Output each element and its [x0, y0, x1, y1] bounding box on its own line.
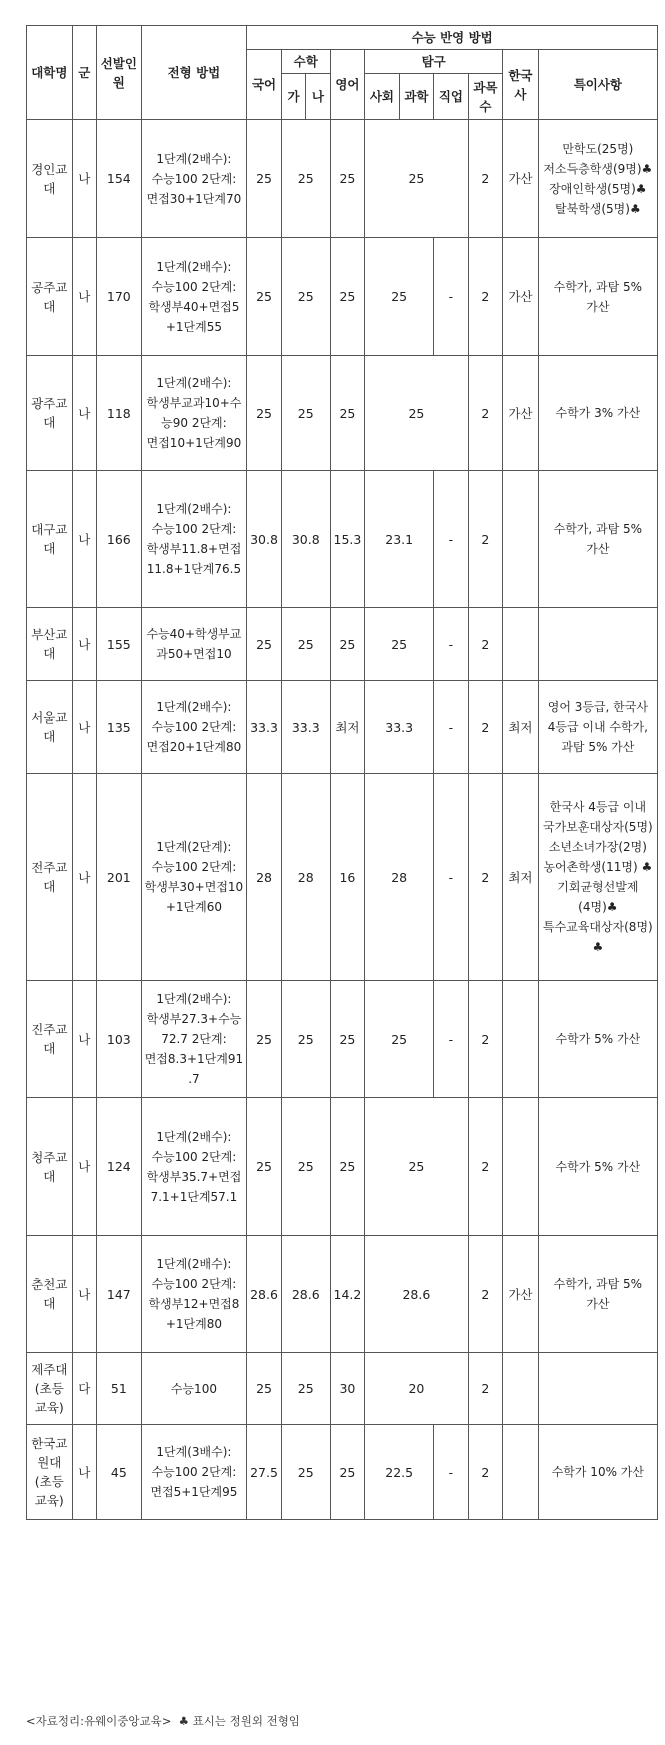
vocational-cell: - — [434, 681, 468, 774]
notes-cell: 수학가 5% 가산 — [538, 981, 657, 1098]
group-cell: 나 — [72, 238, 96, 356]
inquiry-cell: 28.6 — [365, 1236, 468, 1353]
group-cell: 다 — [72, 1353, 96, 1425]
method-cell: 수능100 — [141, 1353, 247, 1425]
group-cell: 나 — [72, 356, 96, 471]
group-cell: 나 — [72, 1098, 96, 1236]
vocational-cell: - — [434, 774, 468, 981]
quota-cell: 124 — [97, 1098, 142, 1236]
group-cell: 나 — [72, 1425, 96, 1520]
subjects-cell: 2 — [468, 1353, 502, 1425]
notes-cell: 만학도(25명)저소득층학생(9명)♣장애인학생(5명)♣ 탈북학생(5명)♣ — [538, 120, 657, 238]
history-cell: 최저 — [503, 681, 539, 774]
history-cell: 가산 — [503, 356, 539, 471]
inquiry-cell: 25 — [365, 120, 468, 238]
quota-cell: 170 — [97, 238, 142, 356]
subjects-cell: 2 — [468, 1098, 502, 1236]
notes-cell: 수학가 5% 가산 — [538, 1098, 657, 1236]
header-inquiry: 탐구 — [365, 50, 503, 74]
history-cell — [503, 1098, 539, 1236]
korean-cell: 28 — [247, 774, 281, 981]
header-math: 수학 — [281, 50, 330, 74]
subjects-cell: 2 — [468, 238, 502, 356]
method-cell: 1단계(2배수): 수능100 2단계:학생부12+면접8+1단계80 — [141, 1236, 247, 1353]
subjects-cell: 2 — [468, 681, 502, 774]
quota-cell: 154 — [97, 120, 142, 238]
vocational-cell: - — [434, 1425, 468, 1520]
header-science: 과학 — [399, 74, 433, 120]
group-cell: 나 — [72, 1236, 96, 1353]
quota-cell: 166 — [97, 471, 142, 608]
header-korean: 국어 — [247, 50, 281, 120]
header-group: 군 — [72, 26, 96, 120]
group-cell: 나 — [72, 120, 96, 238]
subjects-cell: 2 — [468, 120, 502, 238]
univ-cell: 대구교대 — [27, 471, 73, 608]
univ-cell: 공주교대 — [27, 238, 73, 356]
subjects-cell: 2 — [468, 356, 502, 471]
english-cell: 25 — [330, 1098, 364, 1236]
group-cell: 나 — [72, 681, 96, 774]
english-cell: 30 — [330, 1353, 364, 1425]
math-cell: 28.6 — [281, 1236, 330, 1353]
table-row — [27, 774, 658, 981]
subjects-cell: 2 — [468, 471, 502, 608]
english-cell: 25 — [330, 981, 364, 1098]
inquiry-social-science-cell: 25 — [365, 238, 434, 356]
univ-cell: 청주교대 — [27, 1098, 73, 1236]
math-cell: 25 — [281, 356, 330, 471]
english-cell: 25 — [330, 238, 364, 356]
history-cell: 가산 — [503, 1236, 539, 1353]
header-math-na: 나 — [306, 74, 330, 120]
math-cell: 25 — [281, 608, 330, 681]
header-vocational: 직업 — [434, 74, 468, 120]
method-cell: 1단계(3배수): 수능100 2단계:면접5+1단계95 — [141, 1425, 247, 1520]
method-cell: 1단계(2배수): 수능100 2단계:학생부35.7+면접7.1+1단계57.1 — [141, 1098, 247, 1236]
subjects-cell: 2 — [468, 981, 502, 1098]
header-social: 사회 — [365, 74, 399, 120]
notes-cell: 수학가 10% 가산 — [538, 1425, 657, 1520]
inquiry-social-science-cell: 33.3 — [365, 681, 434, 774]
history-cell: 최저 — [503, 774, 539, 981]
quota-cell: 201 — [97, 774, 142, 981]
univ-cell: 경인교대 — [27, 120, 73, 238]
math-cell: 25 — [281, 238, 330, 356]
english-cell: 25 — [330, 356, 364, 471]
english-cell: 25 — [330, 1425, 364, 1520]
header-notes: 특이사항 — [538, 50, 657, 120]
univ-cell: 한국교원대(초등교육) — [27, 1425, 73, 1520]
notes-cell — [538, 1353, 657, 1425]
inquiry-social-science-cell: 23.1 — [365, 471, 434, 608]
subjects-cell: 2 — [468, 1236, 502, 1353]
quota-cell: 135 — [97, 681, 142, 774]
method-cell: 1단계(2배수): 학생부27.3+수능72.7 2단계:면접8.3+1단계91.7 — [141, 981, 247, 1098]
table-row — [27, 681, 658, 774]
english-cell: 25 — [330, 120, 364, 238]
english-cell: 25 — [330, 608, 364, 681]
notes-cell: 수학가, 과탐 5% 가산 — [538, 1236, 657, 1353]
math-cell: 25 — [281, 120, 330, 238]
quota-cell: 51 — [97, 1353, 142, 1425]
table-row — [27, 1236, 658, 1353]
subjects-cell: 2 — [468, 1425, 502, 1520]
header-csat: 수능 반영 방법 — [247, 26, 658, 50]
admissions-table — [26, 25, 658, 1520]
vocational-cell: - — [434, 981, 468, 1098]
table-row — [27, 238, 658, 356]
english-cell: 14.2 — [330, 1236, 364, 1353]
korean-cell: 25 — [247, 238, 281, 356]
history-cell — [503, 981, 539, 1098]
method-cell: 1단계(2배수): 수능100 2단계:학생부40+면접5+1단계55 — [141, 238, 247, 356]
header-univ: 대학명 — [27, 26, 73, 120]
history-cell — [503, 1353, 539, 1425]
history-cell — [503, 471, 539, 608]
inquiry-cell: 25 — [365, 1098, 468, 1236]
method-cell: 1단계(2배수): 수능100 2단계:학생부11.8+면접11.8+1단계76.5 — [141, 471, 247, 608]
method-cell: 1단계(2단계): 수능100 2단계:학생부30+면접10+1단계60 — [141, 774, 247, 981]
header-quota: 선발인원 — [97, 26, 142, 120]
korean-cell: 25 — [247, 120, 281, 238]
math-cell: 25 — [281, 1098, 330, 1236]
method-cell: 1단계(2배수): 수능100 2단계:면접30+1단계70 — [141, 120, 247, 238]
quota-cell: 155 — [97, 608, 142, 681]
korean-cell: 25 — [247, 608, 281, 681]
table-row — [27, 608, 658, 681]
math-cell: 28 — [281, 774, 330, 981]
method-cell: 수능40+학생부교과50+면접10 — [141, 608, 247, 681]
group-cell: 나 — [72, 981, 96, 1098]
table-row — [27, 471, 658, 608]
inquiry-social-science-cell: 25 — [365, 608, 434, 681]
header-method: 전형 방법 — [141, 26, 247, 120]
inquiry-social-science-cell: 25 — [365, 981, 434, 1098]
header-history: 한국사 — [503, 50, 539, 120]
quota-cell: 118 — [97, 356, 142, 471]
subjects-cell: 2 — [468, 608, 502, 681]
quota-cell: 45 — [97, 1425, 142, 1520]
univ-cell: 제주대(초등교육) — [27, 1353, 73, 1425]
inquiry-social-science-cell: 22.5 — [365, 1425, 434, 1520]
method-cell: 1단계(2배수): 수능100 2단계:면접20+1단계80 — [141, 681, 247, 774]
univ-cell: 서울교대 — [27, 681, 73, 774]
univ-cell: 진주교대 — [27, 981, 73, 1098]
math-cell: 25 — [281, 1425, 330, 1520]
history-cell — [503, 608, 539, 681]
math-cell: 25 — [281, 1353, 330, 1425]
history-cell — [503, 1425, 539, 1520]
english-cell: 16 — [330, 774, 364, 981]
korean-cell: 25 — [247, 1098, 281, 1236]
method-cell: 1단계(2배수): 학생부교과10+수능90 2단계:면접10+1단계90 — [141, 356, 247, 471]
table-row — [27, 1098, 658, 1236]
notes-cell: 영어 3등급, 한국사 4등급 이내 수학가, 과탐 5% 가산 — [538, 681, 657, 774]
notes-cell: 수학가 3% 가산 — [538, 356, 657, 471]
table-row — [27, 356, 658, 471]
korean-cell: 25 — [247, 981, 281, 1098]
group-cell: 나 — [72, 471, 96, 608]
group-cell: 나 — [72, 774, 96, 981]
group-cell: 나 — [72, 608, 96, 681]
math-cell: 33.3 — [281, 681, 330, 774]
header-math-ga: 가 — [281, 74, 305, 120]
notes-cell: 수학가, 과탐 5% 가산 — [538, 238, 657, 356]
english-cell: 15.3 — [330, 471, 364, 608]
notes-cell — [538, 608, 657, 681]
notes-cell: 한국사 4등급 이내 국가보훈대상자(5명) 소년소녀가장(2명) 농어촌학생(11명) ♣ 기회균형선발제(4명)♣ 특수교육대상자(8명) ♣ — [538, 774, 657, 981]
vocational-cell: - — [434, 238, 468, 356]
subjects-cell: 2 — [468, 774, 502, 981]
quota-cell: 103 — [97, 981, 142, 1098]
korean-cell: 25 — [247, 1353, 281, 1425]
admissions-table-wrapper — [26, 25, 658, 1520]
math-cell: 30.8 — [281, 471, 330, 608]
inquiry-social-science-cell: 28 — [365, 774, 434, 981]
table-row — [27, 120, 658, 238]
header-english: 영어 — [330, 50, 364, 120]
header-subjects: 과목수 — [468, 74, 502, 120]
univ-cell: 춘천교대 — [27, 1236, 73, 1353]
vocational-cell: - — [434, 471, 468, 608]
source-footnote: <자료정리:유웨이중앙교육> ♣ 표시는 정원외 전형임 — [26, 1714, 300, 1728]
notes-cell: 수학가, 과탐 5% 가산 — [538, 471, 657, 608]
vocational-cell: - — [434, 608, 468, 681]
inquiry-cell: 20 — [365, 1353, 468, 1425]
history-cell: 가산 — [503, 120, 539, 238]
history-cell: 가산 — [503, 238, 539, 356]
korean-cell: 28.6 — [247, 1236, 281, 1353]
korean-cell: 30.8 — [247, 471, 281, 608]
math-cell: 25 — [281, 981, 330, 1098]
korean-cell: 33.3 — [247, 681, 281, 774]
univ-cell: 전주교대 — [27, 774, 73, 981]
table-row — [27, 1353, 658, 1425]
korean-cell: 25 — [247, 356, 281, 471]
table-row — [27, 1425, 658, 1520]
quota-cell: 147 — [97, 1236, 142, 1353]
univ-cell: 부산교대 — [27, 608, 73, 681]
english-cell: 최저 — [330, 681, 364, 774]
korean-cell: 27.5 — [247, 1425, 281, 1520]
table-row — [27, 981, 658, 1098]
inquiry-cell: 25 — [365, 356, 468, 471]
univ-cell: 광주교대 — [27, 356, 73, 471]
